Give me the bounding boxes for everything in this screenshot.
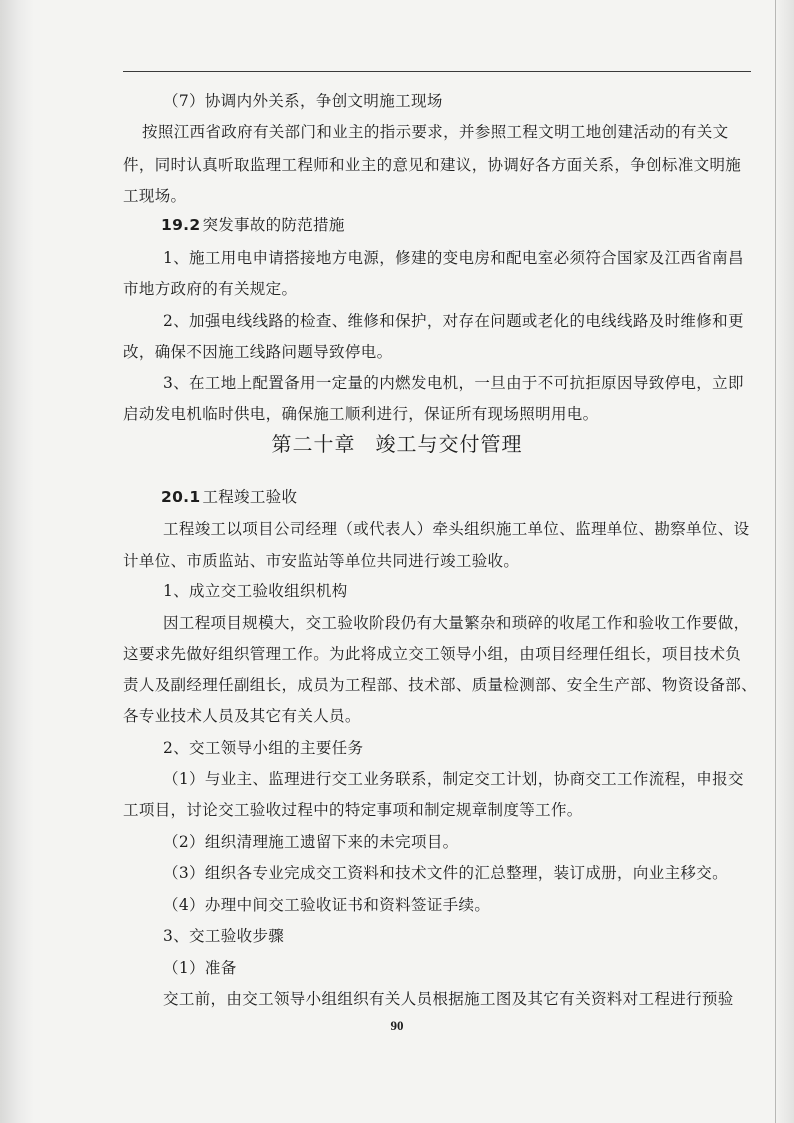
paragraph-line: 交工前，由交工领导小组组织有关人员根据施工图及其它有关资料对工程进行预验 [163, 990, 734, 1008]
paragraph-line: 计单位、市质监站、市安监站等单位共同进行竣工验收。 [123, 552, 520, 570]
scan-edge-shadow-left [0, 0, 34, 1123]
section-title: 突发事故的防范措施 [202, 216, 345, 234]
paragraph-line: 因工程项目规模大，交工验收阶段仍有大量繁杂和琐碎的收尾工作和验收工作要做， [163, 614, 750, 632]
scan-edge-shadow-right [774, 0, 794, 1123]
section-title: 工程竣工验收 [202, 488, 298, 506]
paragraph-line: 工现场。 [123, 187, 187, 205]
chapter-heading [0, 430, 794, 458]
paragraph-line: （7）协调内外关系，争创文明施工现场 [163, 92, 443, 110]
chapter-number: 第二十章 [271, 432, 356, 456]
paragraph-line: 这要求先做好组织管理工作。为此将成立交工领导小组，由项目经理任组长，项目技术负 [123, 645, 742, 663]
paragraph-line: 2、加强电线线路的检查、维修和保护，对存在问题或老化的电线线路及时维修和更 [163, 312, 744, 330]
paragraph-line: 3、在工地上配置备用一定量的内燃发电机，一旦由于不可抗拒原因导致停电，立即 [163, 374, 744, 392]
paragraph-line: 件，同时认真听取监理工程师和业主的意见和建议，协调好各方面关系，争创标准文明施 [123, 156, 742, 174]
paragraph-line: 工程竣工以项目公司经理（或代表人）牵头组织施工单位、监理单位、勘察单位、设 [163, 520, 750, 538]
paragraph-line: 工项目，讨论交工验收过程中的特定事项和制定规章制度等工作。 [123, 801, 583, 819]
section-heading-20-1 [161, 486, 297, 508]
section-number: 19.2 [161, 216, 201, 234]
paragraph-line: 改，确保不因施工线路问题导致停电。 [123, 343, 393, 361]
paragraph-line: （4）办理中间交工验收证书和资料签证手续。 [163, 896, 491, 914]
paragraph-line: 3、交工验收步骤 [163, 927, 285, 945]
section-number: 20.1 [161, 488, 201, 506]
paragraph-line: （3）组织各专业完成交工资料和技术文件的汇总整理，装订成册，向业主移交。 [163, 864, 728, 882]
paragraph-line: 按照江西省政府有关部门和业主的指示要求，并参照工程文明工地创建活动的有关文 [142, 123, 729, 141]
paragraph-line: （1）与业主、监理进行交工业务联系，制定交工计划，协商交工工作流程，申报交 [163, 770, 744, 788]
chapter-title: 竣工与交付管理 [375, 432, 523, 456]
paragraph-line: 1、成立交工验收组织机构 [163, 582, 348, 600]
paragraph-line: 启动发电机临时供电，确保施工顺利进行，保证所有现场照明用电。 [123, 405, 599, 423]
paragraph-line: 责人及副经理任副组长，成员为工程部、技术部、质量检测部、安全生产部、物资设备部、 [123, 676, 758, 694]
scan-edge-line [775, 0, 776, 1123]
paragraph-line: 2、交工领导小组的主要任务 [163, 739, 364, 757]
paragraph-line: 各专业技术人员及其它有关人员。 [123, 707, 361, 725]
section-heading-19-2 [161, 214, 345, 236]
header-rule [123, 71, 751, 72]
paragraph-line: （1）准备 [163, 959, 237, 977]
paragraph-line: 1、施工用电申请搭接地方电源，修建的变电房和配电室必须符合国家及江西省南昌 [163, 249, 744, 267]
page-number: 90 [390, 1018, 404, 1033]
paragraph-line: （2）组织清理施工遗留下来的未完项目。 [163, 833, 459, 851]
paragraph-line: 市地方政府的有关规定。 [123, 280, 298, 298]
